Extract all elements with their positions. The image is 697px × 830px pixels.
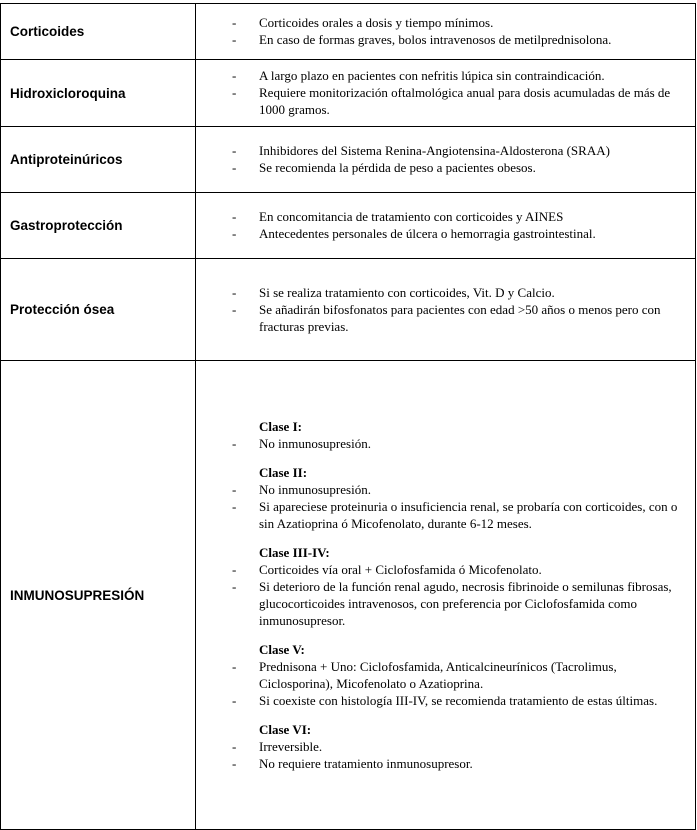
table-row — [1, 127, 696, 193]
table-row — [1, 193, 696, 259]
row-label-proteccion-osea: Protección ósea — [1, 259, 196, 361]
row-label-antiproteinuricos: Antiproteinúricos — [1, 127, 196, 193]
class-group-v — [196, 641, 693, 709]
table-row — [1, 60, 696, 127]
list-item: - Corticoides vía oral + Ciclofosfamida ó Micofenolato. — [196, 561, 693, 578]
list-item: - No inmunosupresión. — [196, 481, 693, 498]
row-content-gastroproteccion — [196, 193, 696, 259]
list-item: - Se recomienda la pérdida de peso a pacientes obesos. — [196, 159, 693, 176]
list-item: - Prednisona + Uno: Ciclofosfamida, Anticalcineurínicos (Tacrolimus, Ciclosporina), Micofenolato o Azatioprina. — [196, 658, 693, 692]
class-title: Clase I: — [259, 418, 302, 434]
list-item: - Si deterioro de la función renal agudo, necrosis fibrinoide o semilunas fibrosas, glucocorticoides intravenosos, con preferencia por Ciclofosfamida como inmunosupresor. — [196, 578, 693, 629]
class-title: Clase III-IV: — [259, 544, 330, 560]
row-content-proteccion-osea — [196, 259, 696, 361]
list-item: - Antecedentes personales de úlcera o hemorragia gastrointestinal. — [196, 225, 693, 242]
table-row — [1, 259, 696, 361]
class-title: Clase V: — [259, 641, 305, 657]
row-label-hidroxicloroquina: Hidroxicloroquina — [1, 60, 196, 127]
list-item: - Si apareciese proteinuria o insuficiencia renal, se probaría con corticoides, con o sin Azatioprina ó Micofenolato, durante 6-12 meses. — [196, 498, 693, 532]
class-group-iii-iv — [196, 544, 693, 629]
class-title: Clase II: — [259, 464, 308, 480]
list-item: - Inhibidores del Sistema Renina-Angiotensina-Aldosterona (SRAA) — [196, 142, 693, 159]
class-group-i — [196, 418, 693, 452]
list-item: - A largo plazo en pacientes con nefritis lúpica sin contraindicación. — [196, 67, 693, 84]
list-item: - Corticoides orales a dosis y tiempo mínimos. — [196, 14, 693, 31]
row-label-corticoides: Corticoides — [1, 4, 196, 60]
class-title: Clase VI: — [259, 721, 312, 737]
row-label-gastroproteccion: Gastroprotección — [1, 193, 196, 259]
list-item: - Requiere monitorización oftalmológica anual para dosis acumuladas de más de 1000 gramos. — [196, 84, 693, 118]
row-label-inmunosupresion: INMUNOSUPRESIÓN — [1, 361, 196, 830]
list-item: - No requiere tratamiento inmunosupresor. — [196, 755, 693, 772]
list-item: - En concomitancia de tratamiento con corticoides y AINES — [196, 208, 693, 225]
row-content-corticoides — [196, 4, 696, 60]
list-item: - Se añadirán bifosfonatos para pacientes con edad >50 años o menos pero con fracturas previas. — [196, 301, 693, 335]
table-row — [1, 4, 696, 60]
row-content-antiproteinuricos — [196, 127, 696, 193]
row-content-hidroxicloroquina — [196, 60, 696, 127]
class-group-ii — [196, 464, 693, 532]
list-item: - No inmunosupresión. — [196, 435, 693, 452]
list-item: - Si coexiste con histología III-IV, se recomienda tratamiento de estas últimas. — [196, 692, 693, 709]
treatment-table — [0, 3, 696, 830]
table-row — [1, 361, 696, 830]
row-content-inmunosupresion — [196, 361, 696, 830]
list-item: - Si se realiza tratamiento con corticoides, Vit. D y Calcio. — [196, 284, 693, 301]
class-group-vi — [196, 721, 693, 772]
list-item: - En caso de formas graves, bolos intravenosos de metilprednisolona. — [196, 31, 693, 48]
list-item: - Irreversible. — [196, 738, 693, 755]
